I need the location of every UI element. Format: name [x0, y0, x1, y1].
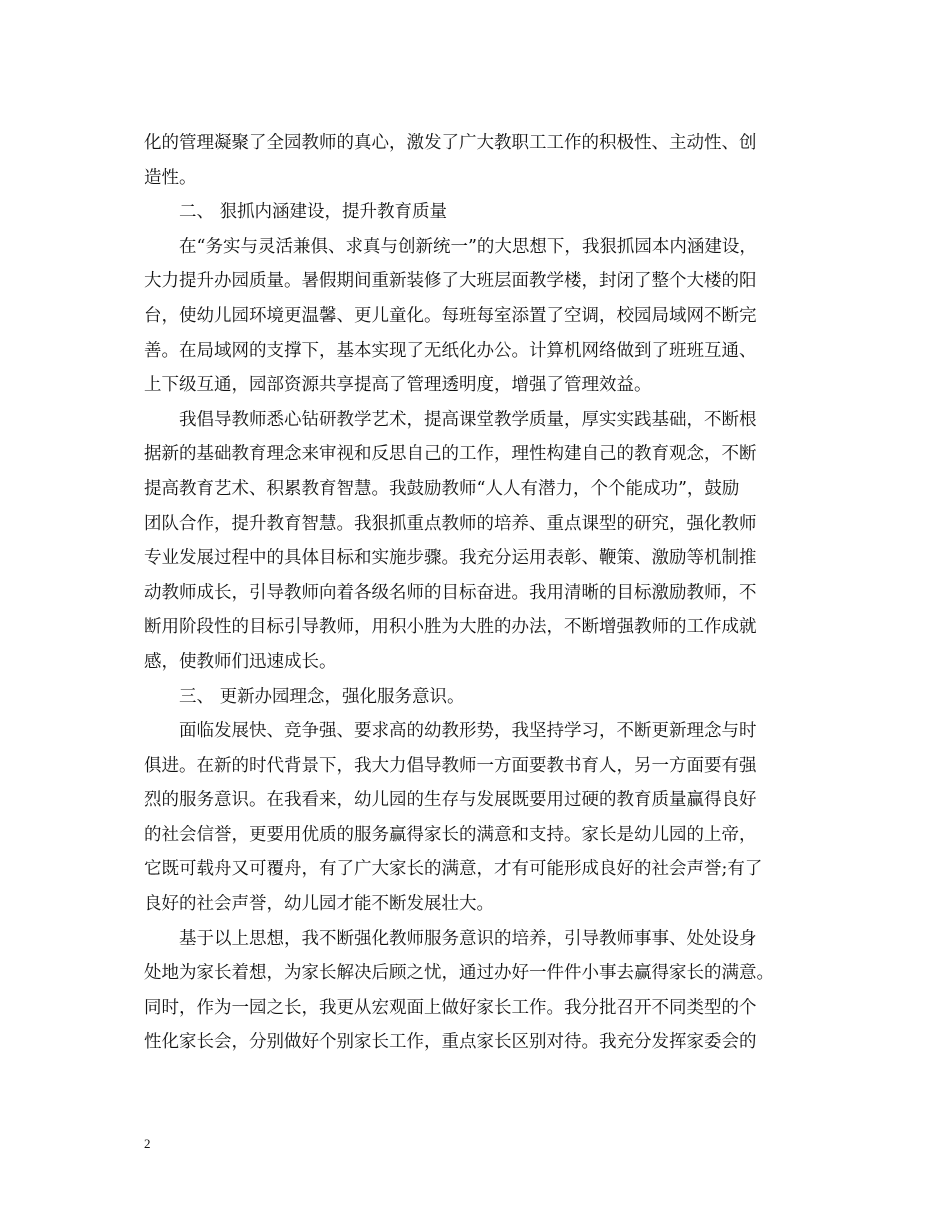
text-line-7: 善。在局域网的支撑下，基本实现了无纸化办公。计算机网络做到了班班互通、: [144, 340, 757, 361]
text-line-4: 在“务实与灵活兼俱、求真与创新统一”的大思想下，我狠抓园本内涵建设，: [179, 236, 757, 257]
text-line-12: 团队合作，提升教育智慧。我狠抓重点教师的培养、重点课型的研究，强化教师: [144, 513, 757, 534]
text-line-23: 良好的社会声誉，幼儿园才能不断发展壮大。: [144, 894, 494, 915]
text-line-15: 断用阶段性的目标引导教师，用积小胜为大胜的办法，不断增强教师的工作成就: [144, 617, 757, 638]
text-line-1: 化的管理凝聚了全园教师的真心，激发了广大教职工工作的积极性、主动性、创: [144, 133, 757, 153]
text-line-18: 面临发展快、竞争强、要求高的幼教形势，我坚持学习，不断更新理念与时: [179, 721, 757, 742]
text-line-9: 我倡导教师悉心钻研教学艺术，提高课堂教学质量，厚实实践基础，不断根: [179, 409, 757, 430]
text-line-8: 上下级互通，园部资源共享提高了管理透明度，增强了管理效益。: [144, 375, 652, 396]
section-heading-3: 三、 更新办园理念，强化服务意识。: [179, 686, 465, 707]
text-line-6: 台，使幼儿园环境更温馨、更儿童化。每班每室添置了空调，校园局域网不断完: [144, 305, 757, 326]
body-text: [144, 126, 808, 1060]
text-line-10: 据新的基础教育理念来审视和反思自己的工作，理性构建自己的教育观念，不断: [144, 444, 757, 465]
text-line-2: 造性。: [144, 167, 197, 188]
text-line-19: 俱进。在新的时代背景下，我大力倡导教师一方面要教书育人，另一方面要有强: [144, 755, 757, 776]
text-line-20: 烈的服务意识。在我看来，幼儿园的生存与发展既要用过硬的教育质量赢得良好: [144, 790, 757, 811]
text-line-22: 它既可载舟又可覆舟，有了广大家长的满意，才有可能形成良好的社会声誉;有了: [144, 859, 763, 880]
section-heading-2: 二、 狠抓内涵建设，提升教育质量: [179, 202, 448, 223]
text-line-27: 性化家长会，分别做好个别家长工作，重点家长区别对待。我充分发挥家委会的: [144, 1032, 757, 1053]
text-line-11: 提高教育艺术、积累教育智慧。我鼓励教师“人人有潜力，个个能成功”，鼓励: [144, 478, 740, 499]
text-line-21: 的社会信誉，更要用优质的服务赢得家长的满意和支持。家长是幼儿园的上帝，: [144, 824, 757, 845]
text-line-14: 动教师成长，引导教师向着各级名师的目标奋进。我用清晰的目标激励教师，不: [144, 582, 757, 603]
page-number: 2: [144, 1136, 151, 1151]
text-line-13: 专业发展过程中的具体目标和实施步骤。我充分运用表彰、鞭策、激励等机制推: [144, 548, 757, 569]
text-line-25: 处地为家长着想，为家长解决后顾之忧，通过办好一件件小事去赢得家长的满意。: [144, 963, 774, 984]
text-line-16: 感，使教师们迅速成长。: [144, 651, 337, 672]
text-line-5: 大力提升办园质量。暑假期间重新装修了大班层面教学楼，封闭了整个大楼的阳: [144, 271, 757, 292]
text-line-26: 同时，作为一园之长，我更从宏观面上做好家长工作。我分批召开不同类型的个: [144, 997, 757, 1018]
text-line-24: 基于以上思想，我不断强化教师服务意识的培养，引导教师事事、处处设身: [179, 928, 757, 949]
